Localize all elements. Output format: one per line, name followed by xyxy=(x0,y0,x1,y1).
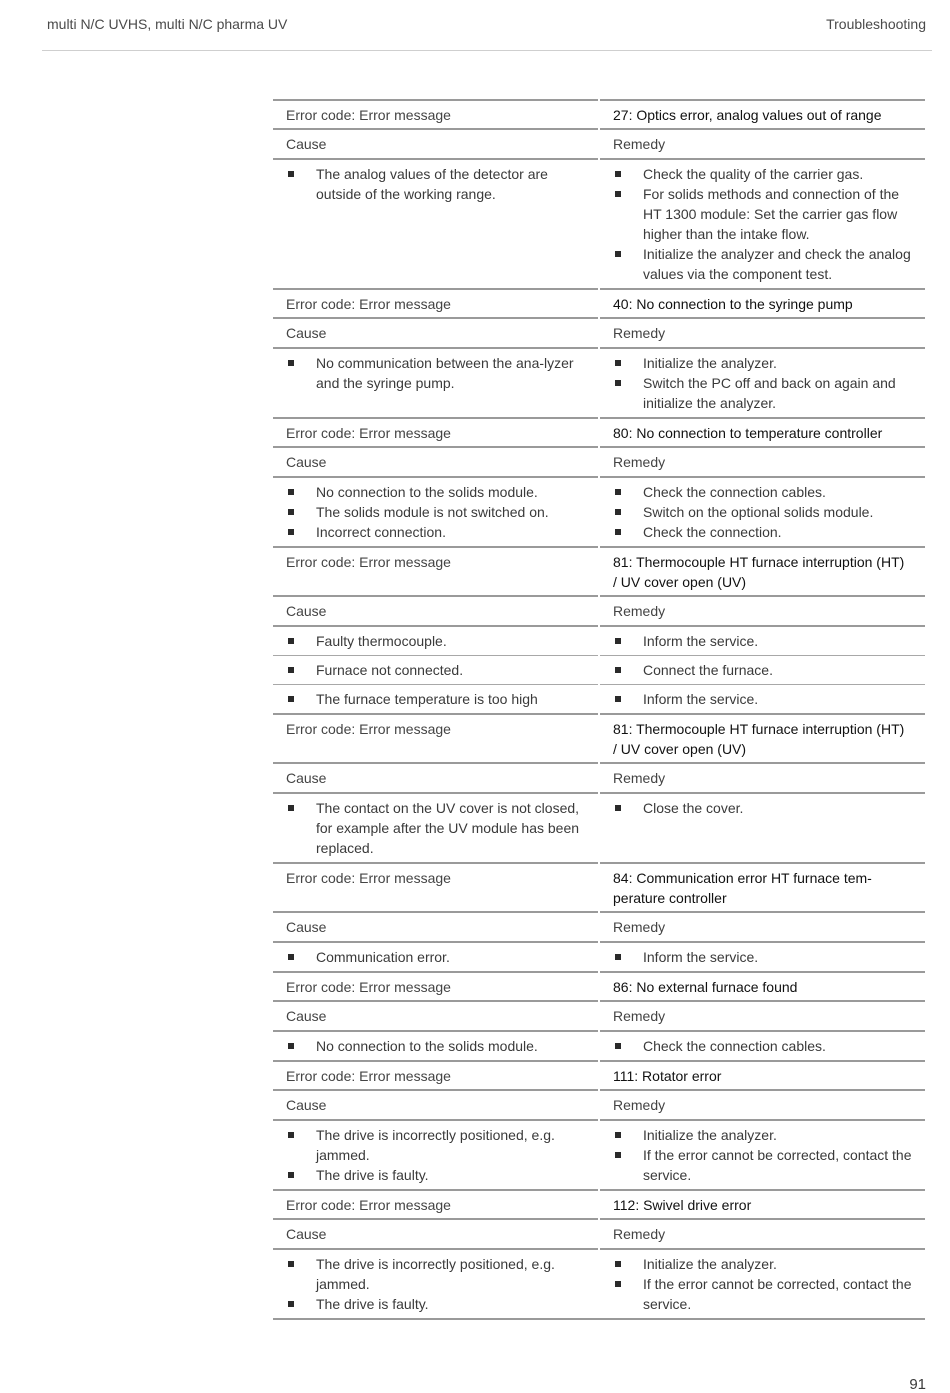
error-message: 80: No connection to temperature controller xyxy=(600,417,925,446)
remedy-item: Connect the furnace. xyxy=(613,660,912,680)
remedy-label: Remedy xyxy=(600,595,925,625)
error-block xyxy=(273,288,925,417)
table-bottom-rule xyxy=(273,1318,925,1320)
cause-remedy-row xyxy=(273,941,925,971)
remedy-item: Close the cover. xyxy=(613,798,912,818)
cause-remedy-row xyxy=(273,1119,925,1189)
error-message: 111: Rotator error xyxy=(600,1060,925,1089)
error-code-row xyxy=(273,971,925,1000)
cause-remedy-header-row xyxy=(273,446,925,476)
remedy-item: Inform the service. xyxy=(613,947,912,967)
cause-list xyxy=(286,689,585,709)
cause-remedy-header-row xyxy=(273,1089,925,1119)
error-code-row xyxy=(273,1189,925,1218)
remedy-list xyxy=(613,660,912,680)
error-block xyxy=(273,99,925,288)
remedy-item: For solids methods and connection of the HT 1300 module: Set the carrier gas flow higher than the intake flow. xyxy=(613,184,912,244)
cause-label: Cause xyxy=(273,762,598,792)
cause-label: Cause xyxy=(273,1089,598,1119)
remedy-list xyxy=(613,947,912,967)
cause-list xyxy=(286,947,585,967)
remedy-item: Check the connection cables. xyxy=(613,482,912,502)
page-number: 91 xyxy=(909,1376,926,1393)
cause-remedy-header-row xyxy=(273,317,925,347)
cause-item: The contact on the UV cover is not closed, for example after the UV module has been replaced. xyxy=(286,798,585,858)
remedy-cell xyxy=(600,941,925,971)
cause-list xyxy=(286,798,585,858)
remedy-item: Check the quality of the carrier gas. xyxy=(613,164,912,184)
cause-remedy-row xyxy=(273,1030,925,1060)
cause-cell xyxy=(273,158,598,288)
cause-item: Incorrect connection. xyxy=(286,522,585,542)
cause-remedy-row xyxy=(273,158,925,288)
error-code-row xyxy=(273,99,925,128)
remedy-cell xyxy=(600,158,925,288)
remedy-list xyxy=(613,1036,912,1056)
cause-item: Faulty thermocouple. xyxy=(286,631,585,651)
error-code-label: Error code: Error message xyxy=(273,1060,598,1089)
remedy-label: Remedy xyxy=(600,1218,925,1248)
cause-remedy-row xyxy=(273,476,925,546)
remedy-label: Remedy xyxy=(600,911,925,941)
cause-label: Cause xyxy=(273,1000,598,1030)
error-block xyxy=(273,546,925,713)
cause-label: Cause xyxy=(273,128,598,158)
remedy-item: Initialize the analyzer. xyxy=(613,1125,912,1145)
remedy-cell xyxy=(600,1119,925,1189)
remedy-cell xyxy=(600,655,925,684)
remedy-item: Switch the PC off and back on again and initialize the analyzer. xyxy=(613,373,912,413)
error-message: 40: No connection to the syringe pump xyxy=(600,288,925,317)
remedy-item: Inform the service. xyxy=(613,631,912,651)
cause-cell xyxy=(273,625,598,655)
cause-remedy-row xyxy=(273,684,925,713)
error-code-row xyxy=(273,417,925,446)
error-message: 84: Communication error HT furnace tem-perature controller xyxy=(600,862,925,911)
error-code-label: Error code: Error message xyxy=(273,99,598,128)
remedy-label: Remedy xyxy=(600,1000,925,1030)
remedy-item: Check the connection. xyxy=(613,522,912,542)
cause-cell xyxy=(273,347,598,417)
error-block xyxy=(273,1060,925,1189)
cause-cell xyxy=(273,1248,598,1318)
remedy-cell xyxy=(600,347,925,417)
remedy-list xyxy=(613,798,912,818)
cause-cell xyxy=(273,655,598,684)
remedy-item: If the error cannot be corrected, contact the service. xyxy=(613,1274,912,1314)
error-message: 81: Thermocouple HT furnace interruption (HT) / UV cover open (UV) xyxy=(600,546,925,595)
remedy-cell xyxy=(600,625,925,655)
cause-remedy-header-row xyxy=(273,911,925,941)
running-header-section: Troubleshooting xyxy=(826,16,926,32)
error-code-label: Error code: Error message xyxy=(273,1189,598,1218)
cause-item: No communication between the ana-lyzer and the syringe pump. xyxy=(286,353,585,393)
remedy-list xyxy=(613,482,912,542)
cause-remedy-header-row xyxy=(273,595,925,625)
remedy-label: Remedy xyxy=(600,1089,925,1119)
cause-cell xyxy=(273,1119,598,1189)
cause-cell xyxy=(273,941,598,971)
error-code-row xyxy=(273,713,925,762)
error-message: 27: Optics error, analog values out of range xyxy=(600,99,925,128)
remedy-cell xyxy=(600,684,925,713)
remedy-label: Remedy xyxy=(600,446,925,476)
error-code-row xyxy=(273,862,925,911)
cause-list xyxy=(286,1254,585,1314)
error-code-label: Error code: Error message xyxy=(273,862,598,911)
error-block xyxy=(273,1189,925,1318)
cause-label: Cause xyxy=(273,317,598,347)
cause-remedy-row xyxy=(273,1248,925,1318)
cause-item: Communication error. xyxy=(286,947,585,967)
cause-item: The drive is faulty. xyxy=(286,1294,585,1314)
error-block xyxy=(273,971,925,1060)
cause-remedy-row xyxy=(273,347,925,417)
remedy-item: Initialize the analyzer. xyxy=(613,353,912,373)
header-divider xyxy=(42,50,932,51)
cause-list xyxy=(286,164,585,204)
cause-label: Cause xyxy=(273,1218,598,1248)
cause-list xyxy=(286,631,585,651)
error-code-row xyxy=(273,1060,925,1089)
cause-item: The drive is incorrectly positioned, e.g. jammed. xyxy=(286,1254,585,1294)
cause-cell xyxy=(273,476,598,546)
error-tables xyxy=(273,99,925,1320)
cause-item: The analog values of the detector are outside of the working range. xyxy=(286,164,585,204)
error-message: 81: Thermocouple HT furnace interruption (HT) / UV cover open (UV) xyxy=(600,713,925,762)
cause-label: Cause xyxy=(273,595,598,625)
cause-remedy-row xyxy=(273,792,925,862)
remedy-cell xyxy=(600,1030,925,1060)
cause-item: No connection to the solids module. xyxy=(286,1036,585,1056)
cause-list xyxy=(286,1036,585,1056)
cause-list xyxy=(286,482,585,542)
remedy-cell xyxy=(600,792,925,862)
remedy-list xyxy=(613,1125,912,1185)
error-code-label: Error code: Error message xyxy=(273,713,598,762)
remedy-item: Switch on the optional solids module. xyxy=(613,502,912,522)
cause-label: Cause xyxy=(273,911,598,941)
cause-remedy-row xyxy=(273,655,925,684)
cause-remedy-header-row xyxy=(273,1218,925,1248)
remedy-item: Check the connection cables. xyxy=(613,1036,912,1056)
error-message: 86: No external furnace found xyxy=(600,971,925,1000)
cause-list xyxy=(286,353,585,393)
cause-item: The drive is faulty. xyxy=(286,1165,585,1185)
cause-cell xyxy=(273,792,598,862)
remedy-item: If the error cannot be corrected, contact the service. xyxy=(613,1145,912,1185)
cause-item: The drive is incorrectly positioned, e.g. jammed. xyxy=(286,1125,585,1165)
remedy-item: Initialize the analyzer. xyxy=(613,1254,912,1274)
remedy-list xyxy=(613,353,912,413)
cause-cell xyxy=(273,1030,598,1060)
remedy-item: Initialize the analyzer and check the analog values via the component test. xyxy=(613,244,912,284)
error-block xyxy=(273,713,925,862)
cause-item: The solids module is not switched on. xyxy=(286,502,585,522)
cause-remedy-header-row xyxy=(273,1000,925,1030)
running-header-product: multi N/C UVHS, multi N/C pharma UV xyxy=(47,16,288,32)
remedy-item: Inform the service. xyxy=(613,689,912,709)
error-code-row xyxy=(273,546,925,595)
error-code-label: Error code: Error message xyxy=(273,546,598,595)
cause-item: Furnace not connected. xyxy=(286,660,585,680)
remedy-list xyxy=(613,164,912,284)
cause-remedy-header-row xyxy=(273,128,925,158)
remedy-list xyxy=(613,1254,912,1314)
error-code-label: Error code: Error message xyxy=(273,971,598,1000)
error-code-label: Error code: Error message xyxy=(273,417,598,446)
cause-list xyxy=(286,1125,585,1185)
error-code-label: Error code: Error message xyxy=(273,288,598,317)
error-block xyxy=(273,417,925,546)
cause-remedy-row xyxy=(273,625,925,655)
cause-remedy-header-row xyxy=(273,762,925,792)
remedy-label: Remedy xyxy=(600,128,925,158)
error-block xyxy=(273,862,925,971)
cause-cell xyxy=(273,684,598,713)
remedy-cell xyxy=(600,476,925,546)
cause-item: No connection to the solids module. xyxy=(286,482,585,502)
error-code-row xyxy=(273,288,925,317)
remedy-list xyxy=(613,631,912,651)
cause-label: Cause xyxy=(273,446,598,476)
remedy-cell xyxy=(600,1248,925,1318)
remedy-list xyxy=(613,689,912,709)
remedy-label: Remedy xyxy=(600,317,925,347)
cause-item: The furnace temperature is too high xyxy=(286,689,585,709)
error-message: 112: Swivel drive error xyxy=(600,1189,925,1218)
cause-list xyxy=(286,660,585,680)
remedy-label: Remedy xyxy=(600,762,925,792)
